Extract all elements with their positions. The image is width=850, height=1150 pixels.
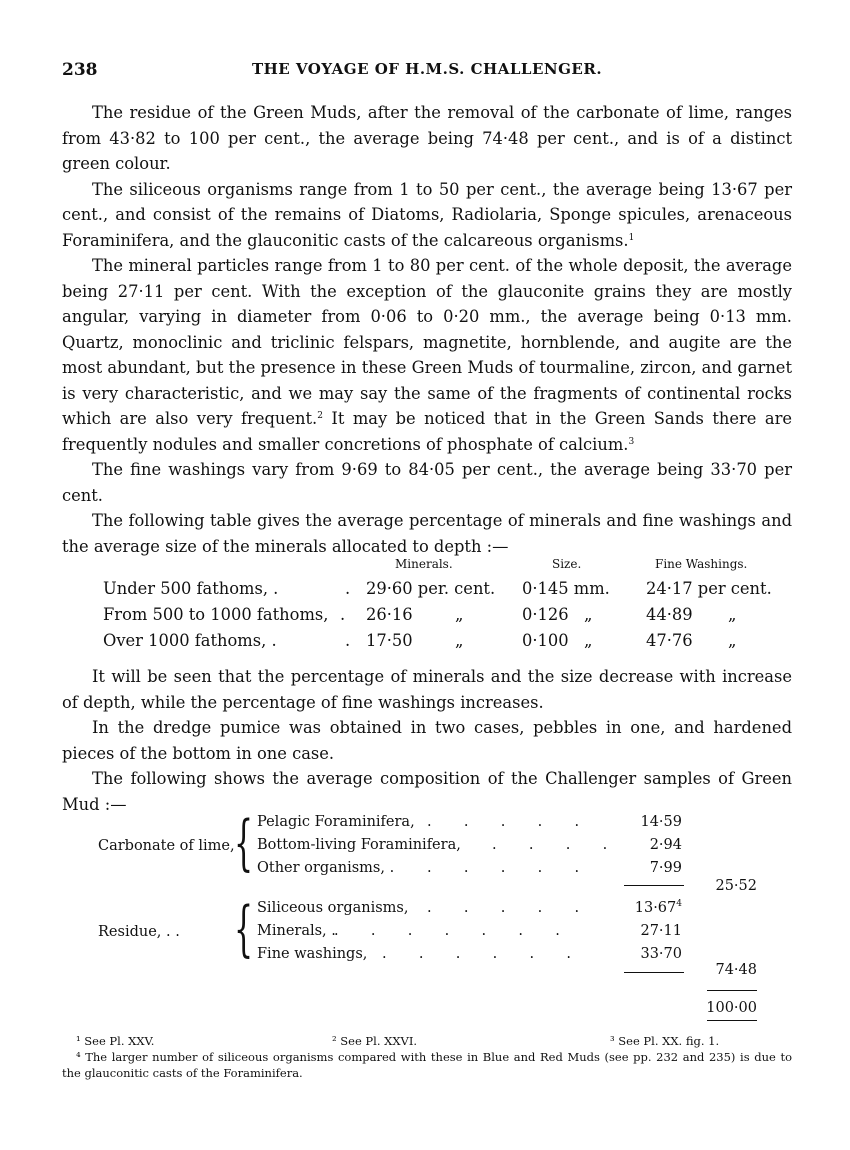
brace-residue: { <box>234 894 254 964</box>
depth-table <box>100 557 800 657</box>
table-row: Over 1000 fathoms, . . 17·50 „ 0·100 „ 47·76 „ <box>103 631 737 650</box>
footnote-ref-3[interactable]: 3 <box>628 436 635 447</box>
list-item: Other organisms, . <box>257 860 395 876</box>
page-header <box>62 60 792 84</box>
paragraph-table-intro: The following table gives the average percentage of minerals and fine washings and the average size of the minerals allocated to depth :— <box>62 511 792 556</box>
paragraph-residue: The residue of the Green Muds, after the removal of the carbonate of lime, ranges from 43·82 to 100 per cent., the average being 74·48 per cent., and is of a distinct green colour. <box>62 103 792 173</box>
list-item: Pelagic Foraminifera, <box>257 814 415 830</box>
list-item: Minerals, . <box>257 923 336 939</box>
footnote-ref-2[interactable]: 2 <box>317 411 323 421</box>
residue-label: Residue, . . <box>98 924 180 940</box>
carbonate-label: Carbonate of lime, <box>98 838 235 854</box>
footnote-4: ⁴ The larger number of siliceous organisms compared with these in Blue and Red Muds (see pp. 232 and 235) is due to the glauconitic casts of the Foraminifera. <box>62 1050 792 1080</box>
paragraph-dredge: In the dredge pumice was obtained in two cases, pebbles in one, and hardened pieces of the bottom in one case. <box>62 718 792 763</box>
header-fine-washings: Fine Washings. <box>655 557 748 571</box>
body-text-bottom <box>62 664 792 817</box>
paragraph-composition-intro: The following shows the average composition of the Challenger samples of Green Mud :— <box>62 769 792 814</box>
paragraph-siliceous: The siliceous organisms range from 1 to 50 per cent., the average being 13·67 per cent., and consist of the remains of Diatoms, Radiolaria, Sponge spicules, arenaceous Foraminifera, and the glauconitic casts of the calcareous organisms.$^1$ <box>62 179 792 250</box>
paragraph-fine-washings: The fine washings vary from 9·69 to 84·05 per cent., the average being 33·70 per cent. <box>62 460 792 505</box>
footnote-1: ¹ See Pl. XXV. <box>76 1034 155 1048</box>
table-row: Under 500 fathoms, . . 29·60 per. cent. 0·145 mm. 24·17 per cent. <box>103 579 772 598</box>
book-page: 238 THE VOYAGE OF H.M.S. CHALLENGER. The residue of the Green Muds, after the removal of the carbonate of lime, ranges from 43·82 to 100 per cent., the average being 74·48 per cent., and is of a distinct green colour. The siliceous organisms range from 1 to 50 per cent., the average being 13·67 per cent., and consist of the remains of Diatoms, Radiolaria, Sponge spicules, arenaceous Foraminifera, and the glauconitic casts of the calcareous organisms.$^1$ The mineral particles range from 1 to 80 per cent. of the whole deposit, the average being 27·11 per cent. With the exception of the glauconite grains they are mostly angular, varying in diameter from 0·06 to 0·20 mm., the average being 0·13 mm. Quartz, monoclinic and triclinic felspars, magnetite, hornblende, and augite are the most abundant, but the presence in these Green Muds of tourmaline, zircon, and garnet is very characteristic, and we may say the same of the fragments of continental rocks which are also very frequent.$^2$ It may be noticed that in the Green Sands there are frequently nodules and smaller concretions of phosphate of calcium.$^3$ The fine washings vary from 9·69 to 84·05 per cent., the average being 33·70 per cent. The following table gives the average percentage of minerals and fine washings and the average size of the minerals allocated to depth :— Minerals. Size. Fine Washings. Under 500 fathoms, . . 29·60 per. cent. 0·145 mm. 24·17 per cent. From 500 to 1000 fathoms, . 26·16 „ 0·126 „ 44·89 „ Over 1000 fathoms, . . 17·50 „ 0·100 „ 47·76 „ It will be seen that the percentage of minerals and the size decrease with increase of depth, while the percentage of fine washings increases. In the dredge pumice was obtained in two cases, pebbles in one, and hardened pieces of the bottom in one case. The following shows the average composition of the Challenger samples of Green Mud :— Carbonate of lime, { Pelagic Foraminifera, . . . . . 14·59 Bottom-living Foraminifera, . . . . 2·94 Other organisms, . . . . . . 7·99 25·52 Residue, . . { Siliceous organisms, . . . . . $13\cdot 67^4$ Minerals, . . . . . . . . 27·11 Fine washings, . . . . . . 33·70 74·48 100·00 ¹ See Pl. XXV. ² See Pl. XXVI. ³ See Pl. XX. fig. 1. ⁴ The larger number of siliceous organisms compared with these in Blue and Red Muds (see pp. 232 and 235) is due to the glauconitic casts of the Foraminifera. <box>0 0 850 1150</box>
residue-total: 74·48 <box>715 962 757 978</box>
paragraph-minerals: The mineral particles range from 1 to 80 per cent. of the whole deposit, the average being 27·11 per cent. With the exception of the glauconite grains they are mostly angular, varying in diameter from 0·06 to 0·20 mm., the average being 0·13 mm. Quartz, monoclinic and triclinic felspars, magnetite, hornblende, and augite are the most abundant, but the presence in these Green Muds of tourmaline, zircon, and garnet is very characteristic, and we may say the same of the fragments of continental rocks which are also very frequent.$^2$ It may be noticed that in the Green Sands there are frequently nodules and smaller concretions of phosphate of calcium.$^3$ <box>62 256 792 454</box>
table-row: From 500 to 1000 fathoms, . 26·16 „ 0·126 „ 44·89 „ <box>103 605 737 624</box>
list-item: Siliceous organisms, <box>257 900 409 916</box>
page-number: 238 <box>62 60 98 80</box>
body-text-top <box>62 100 792 559</box>
footnote-3: ³ See Pl. XX. fig. 1. <box>610 1034 720 1048</box>
subtotal-rule <box>624 885 684 886</box>
depth-table-header <box>100 557 800 579</box>
total-rule <box>707 1020 757 1021</box>
footnote-ref-4[interactable]: 4 <box>676 899 682 909</box>
header-minerals: Minerals. <box>395 557 453 571</box>
footnotes <box>62 1033 792 1081</box>
grand-total: 100·00 <box>706 1000 757 1016</box>
carbonate-total: 25·52 <box>715 878 757 894</box>
list-item: Bottom-living Foraminifera, <box>257 837 461 853</box>
footnote-2: ² See Pl. XXVI. <box>332 1034 418 1048</box>
list-item: Fine washings, <box>257 946 368 962</box>
footnote-ref-1[interactable]: 1 <box>628 232 635 243</box>
header-size: Size. <box>552 557 582 571</box>
footnote-row <box>62 1033 792 1049</box>
paragraph-conclusion: It will be seen that the percentage of minerals and the size decrease with increase of depth, while the percentage of fine washings increases. <box>62 667 792 712</box>
subtotal-rule <box>624 972 684 973</box>
total-rule <box>707 990 757 991</box>
running-title: THE VOYAGE OF H.M.S. CHALLENGER. <box>251 60 603 78</box>
brace-carbonate: { <box>234 808 254 878</box>
